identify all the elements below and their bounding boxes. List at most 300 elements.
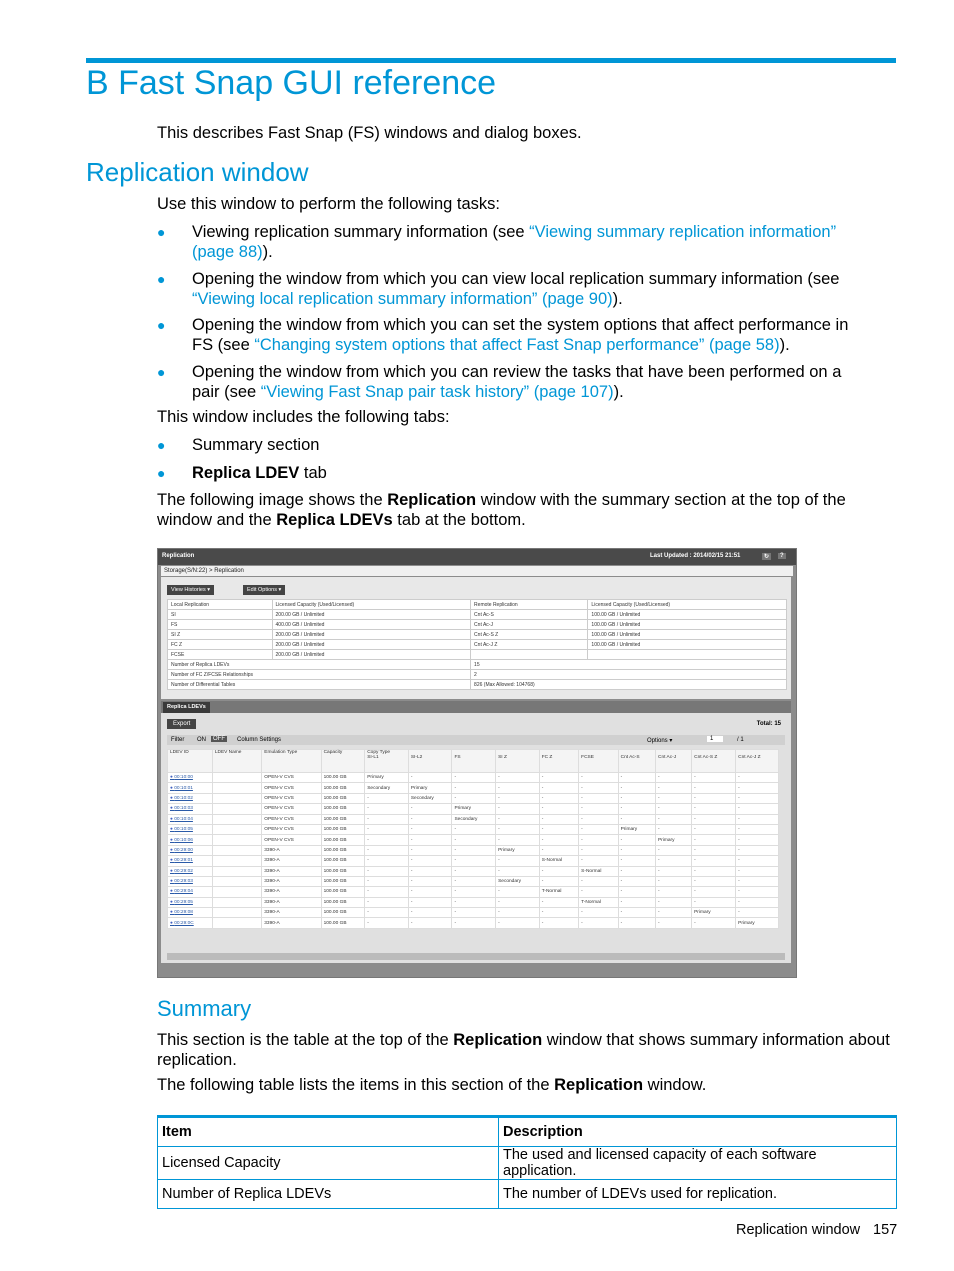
ldev-cell: - [736,866,779,876]
ldev-cell: - [539,793,578,803]
summary-cell [471,650,588,660]
task-link[interactable]: “Viewing Fast Snap pair task history” (page 107) [260,383,614,401]
summary-cell [588,650,787,660]
ldev-row [168,918,779,928]
refresh-icon[interactable]: ↻ [764,554,770,560]
ldev-cell: - [496,908,540,918]
ldev-cell: OPEN-V CVS [262,824,321,834]
ldev-header-cell[interactable]: Cnt Ac-S [618,750,655,773]
ldev-cell: - [655,856,691,866]
ldev-cell: - [736,908,779,918]
ldev-cell [212,908,261,918]
replication-screenshot [157,548,797,978]
ldev-id-link[interactable]: ● 00:10:01 [168,783,213,793]
table-cell: Number of Replica LDEVs [158,1180,499,1209]
ldev-cell: - [618,804,655,814]
ldev-cell: OPEN-V CVS [262,773,321,783]
ldev-cell: - [408,876,452,886]
summary-header-cell: Remote Replication [471,600,588,610]
ldev-cell: - [618,845,655,855]
ldev-row [168,866,779,876]
ldev-cell: 100.00 GB [321,783,365,793]
summary-cell: SI Z [168,630,273,640]
summary-header-row [168,600,787,610]
ldev-cell: 100.00 GB [321,856,365,866]
ldev-cell: - [618,887,655,897]
ldev-id-link[interactable]: ● 00:29:00 [168,845,213,855]
summary-cell: FS [168,620,273,630]
summary-cell: 200.00 GB / Unlimited [272,640,471,650]
ldev-table [167,749,779,929]
ldev-row [168,793,779,803]
ldev-id-link[interactable]: ● 00:10:02 [168,793,213,803]
ldev-header-row [168,750,779,773]
ldev-cell: 100.00 GB [321,887,365,897]
ldev-cell: - [408,804,452,814]
ldev-cell: Secondary [408,793,452,803]
window-title: Replication [162,553,195,559]
summary-paragraph-2: The following table lists the items in this section of the Replication window. [157,1076,707,1094]
ldev-cell: - [452,824,496,834]
ldev-cell: 100.00 GB [321,824,365,834]
ldev-cell: 3390-A [262,908,321,918]
tab-replica-ldevs[interactable]: Replica LDEVs [163,702,210,713]
ldev-cell: - [365,856,409,866]
ldev-cell: - [579,887,618,897]
ldev-cell: - [579,824,618,834]
summary-header-cell: Local Replication [168,600,273,610]
ldev-cell: Primary [655,835,691,845]
ldev-header-cell[interactable]: FC Z [539,750,578,773]
ldev-cell: - [736,814,779,824]
ldev-cell: - [539,897,578,907]
ldev-cell: - [655,773,691,783]
replica-ldevs-panel [161,713,791,963]
ldev-cell: - [692,773,736,783]
ldev-cell: - [692,804,736,814]
column-settings-button[interactable]: Column Settings [237,737,282,743]
ldev-header-cell[interactable]: Cnt Ac-J Z [736,750,779,773]
ldev-cell: - [655,897,691,907]
summary-cell: Cnt Ac-S [471,610,588,620]
ldev-cell: - [408,866,452,876]
filter-toggle[interactable]: Filter [171,737,185,743]
ldev-cell: - [496,804,540,814]
ldev-header-cell[interactable]: Cnt Ac-S Z [692,750,736,773]
ldev-row [168,845,779,855]
ldev-cell: - [539,845,578,855]
ldev-cell [212,918,261,928]
summary-cell: 100.00 GB / Unlimited [588,640,787,650]
ldev-cell: - [692,856,736,866]
ldev-icon: ● [170,795,175,801]
ldev-cell: - [539,783,578,793]
ldev-cell: - [579,876,618,886]
ldev-cell: 100.00 GB [321,866,365,876]
summary-extra-row [168,660,787,670]
ldev-cell: T-Normal [539,887,578,897]
ldev-icon: ● [170,868,175,874]
ldev-cell: OPEN-V CVS [262,814,321,824]
ldev-id-link[interactable]: ● 00:10:04 [168,814,213,824]
ldev-cell: - [692,876,736,886]
ldev-cell: - [452,845,496,855]
filter-on[interactable]: ON [197,737,206,743]
ldev-id-link[interactable]: ● 00:10:00 [168,773,213,783]
ldev-cell: - [496,887,540,897]
ldev-cell: 100.00 GB [321,845,365,855]
ldev-cell: - [408,897,452,907]
ldev-cell [212,773,261,783]
ldev-cell: - [408,824,452,834]
ldev-icon: ● [170,858,175,864]
table-cell: Licensed Capacity [158,1147,499,1180]
ldev-icon: ● [170,920,175,926]
tabs-text: This window includes the following tabs: [157,408,450,426]
image-desc: The following image shows the Replication window with the summary section at the top of the window and the Replica LDEVs tab at the bottom. [157,491,846,529]
ldev-cell: 100.00 GB [321,804,365,814]
footer-page-number: 157 [873,1222,898,1238]
ldev-cell: - [496,814,540,824]
ldev-cell: Primary [692,908,736,918]
bullet-icon: ● [157,224,166,240]
ldev-icon: ● [170,910,175,916]
ldev-id-link[interactable]: ● 00:29:0C [168,918,213,928]
ldev-header-cell[interactable]: Copy Type SI-L1 [365,750,409,773]
summary-extra-row [168,670,787,680]
ldev-cell: - [539,908,578,918]
ldev-cell: - [618,793,655,803]
ldev-header-cell[interactable]: LDEV ID [168,750,213,773]
ldev-cell: - [692,814,736,824]
ldev-cell: - [736,793,779,803]
ldev-cell [212,897,261,907]
ldev-cell: - [579,814,618,824]
ldev-cell: - [452,773,496,783]
ldev-cell: - [496,918,540,928]
summary-cell: 200.00 GB / Unlimited [272,630,471,640]
ldev-cell: - [692,824,736,834]
ldev-id-link[interactable]: ● 00:29:02 [168,866,213,876]
task-link[interactable]: “Changing system options that affect Fast Snap performance” (page 58) [254,336,780,354]
ldev-cell: - [452,918,496,928]
ldev-cell: 3390-A [262,918,321,928]
ldev-cell [212,824,261,834]
ldev-header-cell[interactable]: Emulation Type [262,750,321,773]
ldev-id-link[interactable]: ● 00:10:05 [168,824,213,834]
header-item: Item [158,1117,499,1147]
ldev-cell: - [579,793,618,803]
summary-cell: 2 [471,670,787,680]
bullet-icon: ● [157,317,166,333]
summary-extra-row [168,680,787,690]
summary-cell: 15 [471,660,787,670]
summary-header-cell: Licensed Capacity (Used/Licensed) [588,600,787,610]
ldev-cell: - [408,856,452,866]
ldev-cell: - [539,866,578,876]
ldev-cell: - [452,866,496,876]
summary-cell: 200.00 GB / Unlimited [272,650,471,660]
ldev-cell: - [692,835,736,845]
ldev-cell: - [736,835,779,845]
bullet-icon: ● [157,364,166,380]
ldev-cell: - [539,804,578,814]
ldev-cell: - [452,793,496,803]
ldev-cell: OPEN-V CVS [262,835,321,845]
ldev-cell: - [579,908,618,918]
ldev-row [168,835,779,845]
ldev-cell: 100.00 GB [321,908,365,918]
title-rule [86,58,896,63]
ldev-id-link[interactable]: ● 00:29:08 [168,908,213,918]
ldev-cell: - [655,804,691,814]
summary-heading: Summary [157,996,252,1021]
ldev-cell: - [365,887,409,897]
view-histories-button[interactable]: View Histories ▾ [167,585,214,595]
edit-options-button[interactable]: Edit Options ▾ [243,585,285,595]
ldev-cell: - [408,835,452,845]
table-header-row [158,1117,897,1147]
help-icon[interactable]: ? [780,553,784,559]
ldev-header-cell[interactable]: Cnt Ac-J [655,750,691,773]
ldev-id-link[interactable]: ● 00:29:05 [168,897,213,907]
ldev-cell: - [655,918,691,928]
ldev-icon: ● [170,899,175,905]
summary-cell: 100.00 GB / Unlimited [588,630,787,640]
ldev-cell: - [452,856,496,866]
task-link[interactable]: “Viewing summary replication information” [529,223,837,241]
summary-row [168,620,787,630]
summary-header-cell: Licensed Capacity (Used/Licensed) [272,600,471,610]
summary-row [168,650,787,660]
ldev-cell: - [365,793,409,803]
ldev-cell: 3390-A [262,856,321,866]
ldev-cell: 3390-A [262,845,321,855]
summary-items-table [157,1115,897,1209]
ldev-cell: - [618,897,655,907]
ldev-cell: - [618,918,655,928]
ldev-row [168,887,779,897]
bullet-icon: ● [157,437,166,453]
ldev-cell [212,887,261,897]
ldev-cell: - [408,918,452,928]
page-input[interactable]: 1 [707,736,723,742]
ldev-cell: Secondary [365,783,409,793]
summary-cell: Cnt Ac-J Z [471,640,588,650]
summary-cell: Number of Differential Tables [168,680,471,690]
ldev-id-link[interactable]: ● 00:29:01 [168,856,213,866]
ldev-cell: - [496,793,540,803]
ldev-cell: - [365,824,409,834]
summary-paragraph-1: This section is the table at the top of the Replication window that shows summary information about replication. [157,1031,890,1069]
ldev-cell: - [496,783,540,793]
ldev-cell: - [736,897,779,907]
summary-table [167,599,787,690]
ldev-header-cell[interactable]: Capacity [321,750,365,773]
copy-type-label: Copy Type [367,750,391,755]
breadcrumb: Storage(S/N:22) > Replication [161,566,793,576]
ldev-cell: - [736,845,779,855]
ldev-cell: - [365,908,409,918]
ldev-cell: 100.00 GB [321,876,365,886]
ldev-cell: - [655,908,691,918]
summary-section [161,577,791,699]
ldev-header-cell[interactable]: FS [452,750,496,773]
ldev-cell: - [408,773,452,783]
ldev-row [168,814,779,824]
horizontal-scrollbar[interactable] [167,953,785,960]
ldev-cell: - [692,887,736,897]
ldev-cell: - [736,783,779,793]
ldev-cell: Primary [408,783,452,793]
ldev-icon: ● [170,827,175,833]
summary-cell: Cnt Ac-J [471,620,588,630]
ldev-cell: Primary [452,804,496,814]
ldev-cell: - [496,866,540,876]
ldev-icon: ● [170,889,175,895]
ldev-cell: - [618,835,655,845]
summary-cell: 100.00 GB / Unlimited [588,610,787,620]
ldev-row [168,824,779,834]
ldev-cell: Primary [736,918,779,928]
ldev-cell: - [496,773,540,783]
ldev-id-link[interactable]: ● 00:10:06 [168,835,213,845]
bullet-icon: ● [157,465,166,481]
ldev-cell: - [452,887,496,897]
ldev-cell: 100.00 GB [321,918,365,928]
ldev-cell: - [736,876,779,886]
ldev-cell: - [452,908,496,918]
ldev-header-cell[interactable]: LDEV Name [212,750,261,773]
ldev-cell: - [539,824,578,834]
ldev-cell: 3390-A [262,887,321,897]
ldev-cell: Secondary [496,876,540,886]
ldev-cell: - [452,783,496,793]
ldev-cell: OPEN-V CVS [262,804,321,814]
ldev-cell: - [496,897,540,907]
ldev-cell: Primary [618,824,655,834]
ldev-header-cell[interactable]: SI-L2 [408,750,452,773]
ldev-icon: ● [170,785,175,791]
ldev-cell: - [655,824,691,834]
ldev-cell: - [655,845,691,855]
table-row [158,1147,897,1180]
summary-cell: 400.00 GB / Unlimited [272,620,471,630]
last-updated: Last Updated : 2014/02/15 21:51 [650,553,741,559]
options-button[interactable]: Options ▾ [647,738,673,744]
ldev-cell: - [452,835,496,845]
ldev-icon: ● [170,806,175,812]
ldev-cell: 100.00 GB [321,814,365,824]
ldev-cell: 3390-A [262,866,321,876]
ldev-cell: - [618,908,655,918]
ldev-header-cell[interactable]: FCSE [579,750,618,773]
total-count: Total: 15 [756,721,781,727]
ldev-id-link[interactable]: ● 00:29:03 [168,876,213,886]
summary-cell: 826 (Max Allowed: 104768) [471,680,787,690]
ldev-cell: - [692,866,736,876]
ldev-cell: - [655,887,691,897]
ldev-cell: Primary [496,845,540,855]
ldev-id-link[interactable]: ● 00:29:04 [168,887,213,897]
ldev-cell: Primary [365,773,409,783]
ldev-cell: - [579,835,618,845]
ldev-cell: - [736,856,779,866]
ldev-cell: OPEN-V CVS [262,793,321,803]
ldev-row [168,783,779,793]
ldev-cell: 100.00 GB [321,773,365,783]
ldev-cell: - [579,845,618,855]
ldev-cell: T-Normal [579,897,618,907]
task-link[interactable]: “Viewing local replication summary information” (page 90) [192,290,613,308]
ldev-cell [212,793,261,803]
ldev-cell: - [618,856,655,866]
ldev-cell: - [365,876,409,886]
ldev-header-cell[interactable]: SI Z [496,750,540,773]
ldev-cell: - [408,908,452,918]
ldev-row [168,908,779,918]
ldev-cell: - [365,897,409,907]
ldev-cell: - [655,814,691,824]
intro-text: This describes Fast Snap (FS) windows and dialog boxes. [157,124,582,142]
ldev-cell [212,876,261,886]
bullet-icon: ● [157,271,166,287]
ldev-cell: - [655,793,691,803]
export-button[interactable]: Export [167,719,196,729]
ldev-id-link[interactable]: ● 00:10:03 [168,804,213,814]
ldev-cell: - [736,824,779,834]
ldev-cell [212,804,261,814]
ldev-cell: - [655,866,691,876]
ldev-cell: - [579,783,618,793]
ldev-cell: - [539,814,578,824]
ldev-cell: - [408,845,452,855]
ldev-cell: 100.00 GB [321,835,365,845]
filter-off[interactable]: OFF [213,736,225,742]
ldev-cell: 3390-A [262,876,321,886]
section-heading: Replication window [86,157,309,187]
summary-cell: 100.00 GB / Unlimited [588,620,787,630]
ldev-row [168,897,779,907]
ldev-cell [212,856,261,866]
ldev-cell: Secondary [452,814,496,824]
ldev-icon: ● [170,816,175,822]
ldev-icon: ● [170,837,175,843]
task-text: Opening the window from which you can view local replication summary information (see [192,270,840,288]
task-text: Viewing replication summary information (see [192,223,530,241]
ldev-cell: - [579,918,618,928]
ldev-cell: 100.00 GB [321,897,365,907]
ldev-icon: ● [170,879,175,885]
ldev-cell: - [692,918,736,928]
footer-section: Replication window [736,1222,861,1238]
ldev-cell: - [365,866,409,876]
summary-row [168,630,787,640]
table-row [158,1180,897,1209]
ldev-cell: OPEN-V CVS [262,783,321,793]
ldev-row [168,773,779,783]
ldev-cell: - [692,845,736,855]
task-link-page[interactable]: (page 88) [192,243,263,261]
window-titlebar [158,549,796,565]
ldev-cell: - [618,783,655,793]
summary-cell: 200.00 GB / Unlimited [272,610,471,620]
page-total: / 1 [737,737,744,743]
summary-row [168,610,787,620]
ldev-cell [212,845,261,855]
summary-cell: FC Z [168,640,273,650]
ldev-cell: - [452,897,496,907]
